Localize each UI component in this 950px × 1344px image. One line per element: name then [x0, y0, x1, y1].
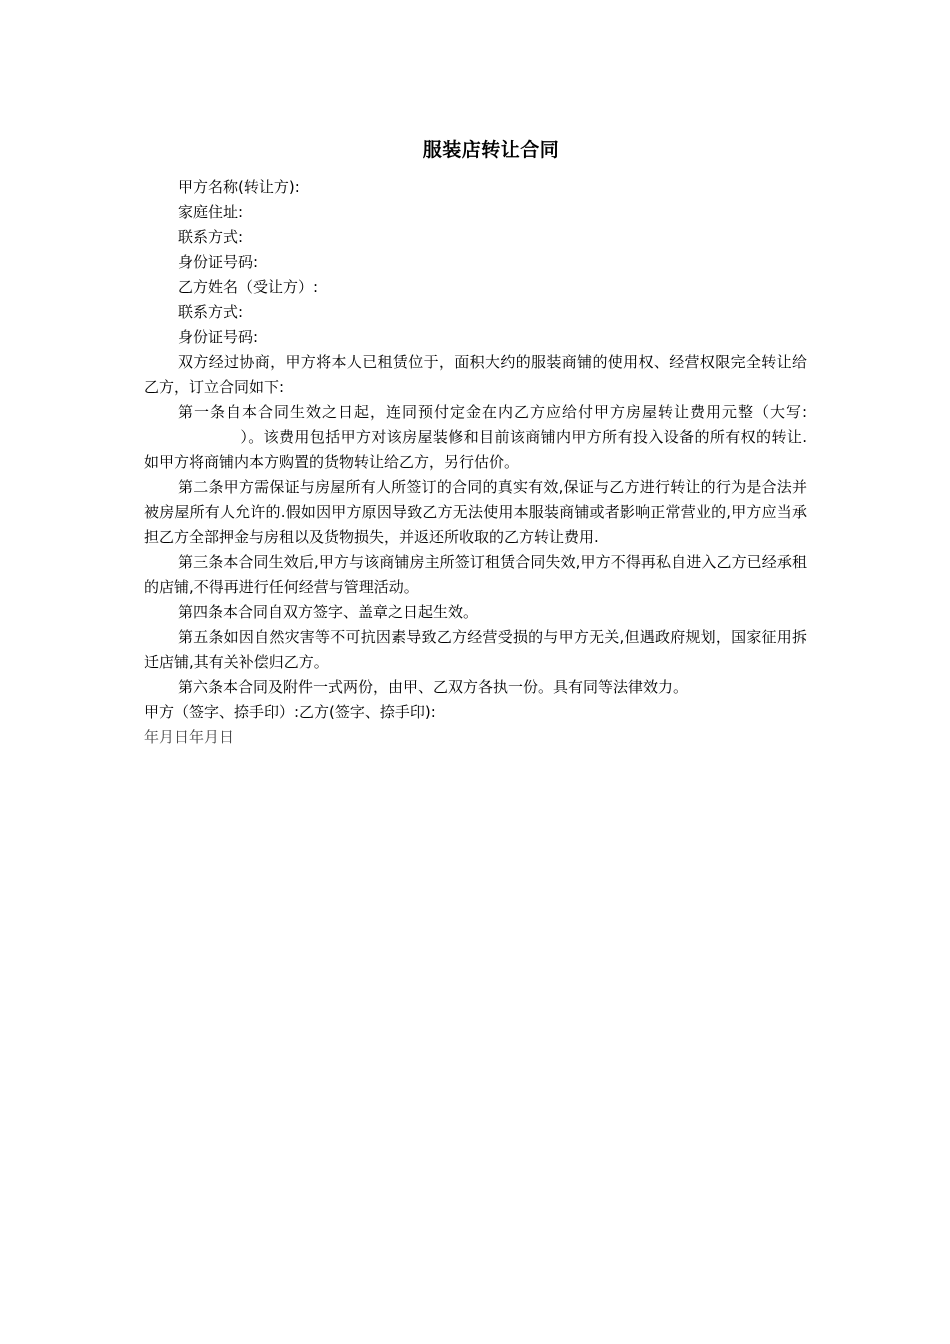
field-id-b: 身份证号码:	[178, 328, 259, 346]
article-2: 第二条甲方需保证与房屋所有人所签订的合同的真实有效,保证与乙方进行转让的行为是合法并被房屋所有人允许的.假如因甲方原因导致乙方无法使用本服装商铺或者影响正常营业的,甲方应当承担乙方全部押金与房租以及货物损失，并返还所收取的乙方转让费用.	[144, 478, 807, 546]
field-party-b-name: 乙方姓名（受让方）:	[178, 278, 319, 296]
document-title: 服装店转让合同	[422, 139, 560, 161]
date-line: 年月日年月日	[144, 728, 235, 746]
field-home-address: 家庭住址:	[178, 203, 244, 221]
article-1	[144, 400, 807, 475]
field-id-a: 身份证号码:	[178, 253, 259, 271]
article-6: 第六条本合同及附件一式两份，由甲、乙双方各执一份。具有同等法律效力。	[178, 678, 689, 696]
field-party-a-name: 甲方名称(转让方):	[178, 178, 300, 196]
field-contact-a: 联系方式:	[178, 228, 244, 246]
article-3: 第三条本合同生效后,甲方与该商铺房主所签订租赁合同失效,甲方不得再私自进入乙方已经承租的店铺,不得再进行任何经营与管理活动。	[144, 553, 807, 596]
document-body	[144, 175, 807, 750]
article-1-part-2: ）。该费用包括甲方对该房屋装修和目前该商铺内甲方所有投入设备的所有权的转让.如甲方将商铺内本方购置的货物转让给乙方，另行估价。	[144, 428, 807, 471]
article-1-part-1: 第一条自本合同生效之日起，连同预付定金在内乙方应给付甲方房屋转让费用元整（大写:	[178, 403, 807, 421]
article-4: 第四条本合同自双方签字、盖章之日起生效。	[178, 603, 479, 621]
article-5: 第五条如因自然灾害等不可抗因素导致乙方经营受损的与甲方无关,但遇政府规划，国家征用拆迁店铺,其有关补偿归乙方。	[144, 628, 807, 671]
field-contact-b: 联系方式:	[178, 303, 244, 321]
signature-line: 甲方（签字、捺手印）:乙方(签字、捺手印):	[144, 703, 436, 721]
intro-paragraph: 双方经过协商，甲方将本人已租赁位于，面积大约的服装商铺的使用权、经营权限完全转让给乙方，订立合同如下:	[144, 353, 807, 396]
